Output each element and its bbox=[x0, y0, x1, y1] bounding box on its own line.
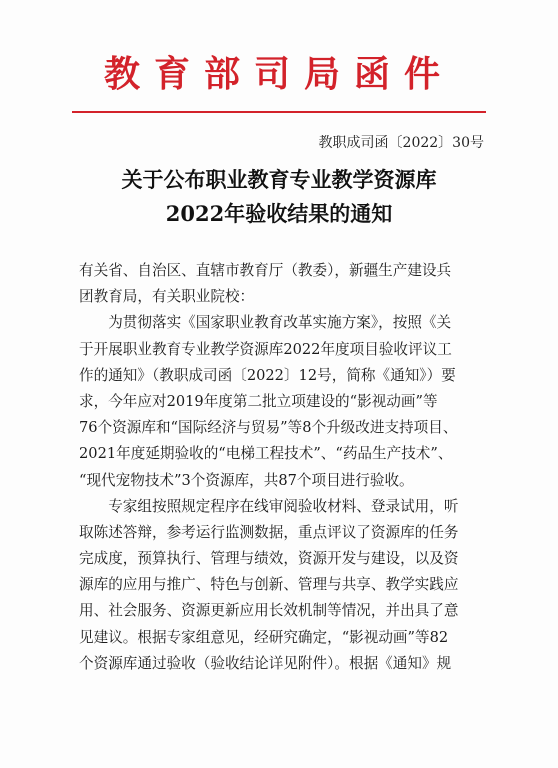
body-line: 于开展职业教育专业教学资源库2022年度项目验收评议工 bbox=[79, 340, 452, 358]
body-line: 求，今年应对2019年度第二批立项建设的“影视动画”等 bbox=[79, 392, 438, 410]
document-body bbox=[79, 258, 483, 677]
body-line: 取陈述答辩，参考运行监测数据，重点评议了资源库的任务 bbox=[79, 523, 459, 541]
body-line: 完成度，预算执行、管理与绩效，资源开发与建设，以及资 bbox=[79, 550, 459, 568]
document-title bbox=[0, 163, 558, 231]
body-line: 有关省、自治区、直辖市教育厅（教委），新疆生产建设兵 bbox=[79, 262, 452, 279]
body-line: 见建议。根据专家组意见，经研究确定，“影视动画”等82 bbox=[79, 628, 449, 646]
document-title-line-2: 2022年验收结果的通知 bbox=[165, 201, 393, 226]
document-number: 教职成司函〔2022〕30号 bbox=[318, 135, 484, 151]
body-line: “现代宠物技术”3个资源库，共87个项目进行验收。 bbox=[79, 471, 414, 489]
body-line: 2021年度延期验收的“电梯工程技术”、“药品生产技术”、 bbox=[79, 445, 453, 463]
body-line: 团教育局，有关职业院校： bbox=[79, 288, 255, 306]
letterhead-red-rule bbox=[72, 111, 486, 113]
letterhead-title: 教育部司局函件 bbox=[103, 53, 454, 95]
body-line: 为贯彻落实《国家职业教育改革实施方案》，按照《关 bbox=[79, 314, 452, 332]
body-line: 专家组按照规定程序在线审阅验收材料、登录试用，听 bbox=[79, 497, 459, 515]
body-line: 源库的应用与推广、特色与创新、管理与共享、教学实践应 bbox=[79, 576, 459, 594]
body-line: 用、社会服务、资源更新应用长效机制等情况，并出具了意 bbox=[79, 602, 459, 620]
document-title-line-1: 关于公布职业教育专业教学资源库 bbox=[121, 167, 437, 192]
body-line: 76个资源库和“国际经济与贸易”等8个升级改进支持项目、 bbox=[79, 419, 458, 437]
body-line: 作的通知》（教职成司函〔2022〕12号，简称《通知》）要 bbox=[79, 366, 456, 384]
body-line: 个资源库通过验收（验收结论详见附件）。根据《通知》规 bbox=[79, 654, 452, 672]
